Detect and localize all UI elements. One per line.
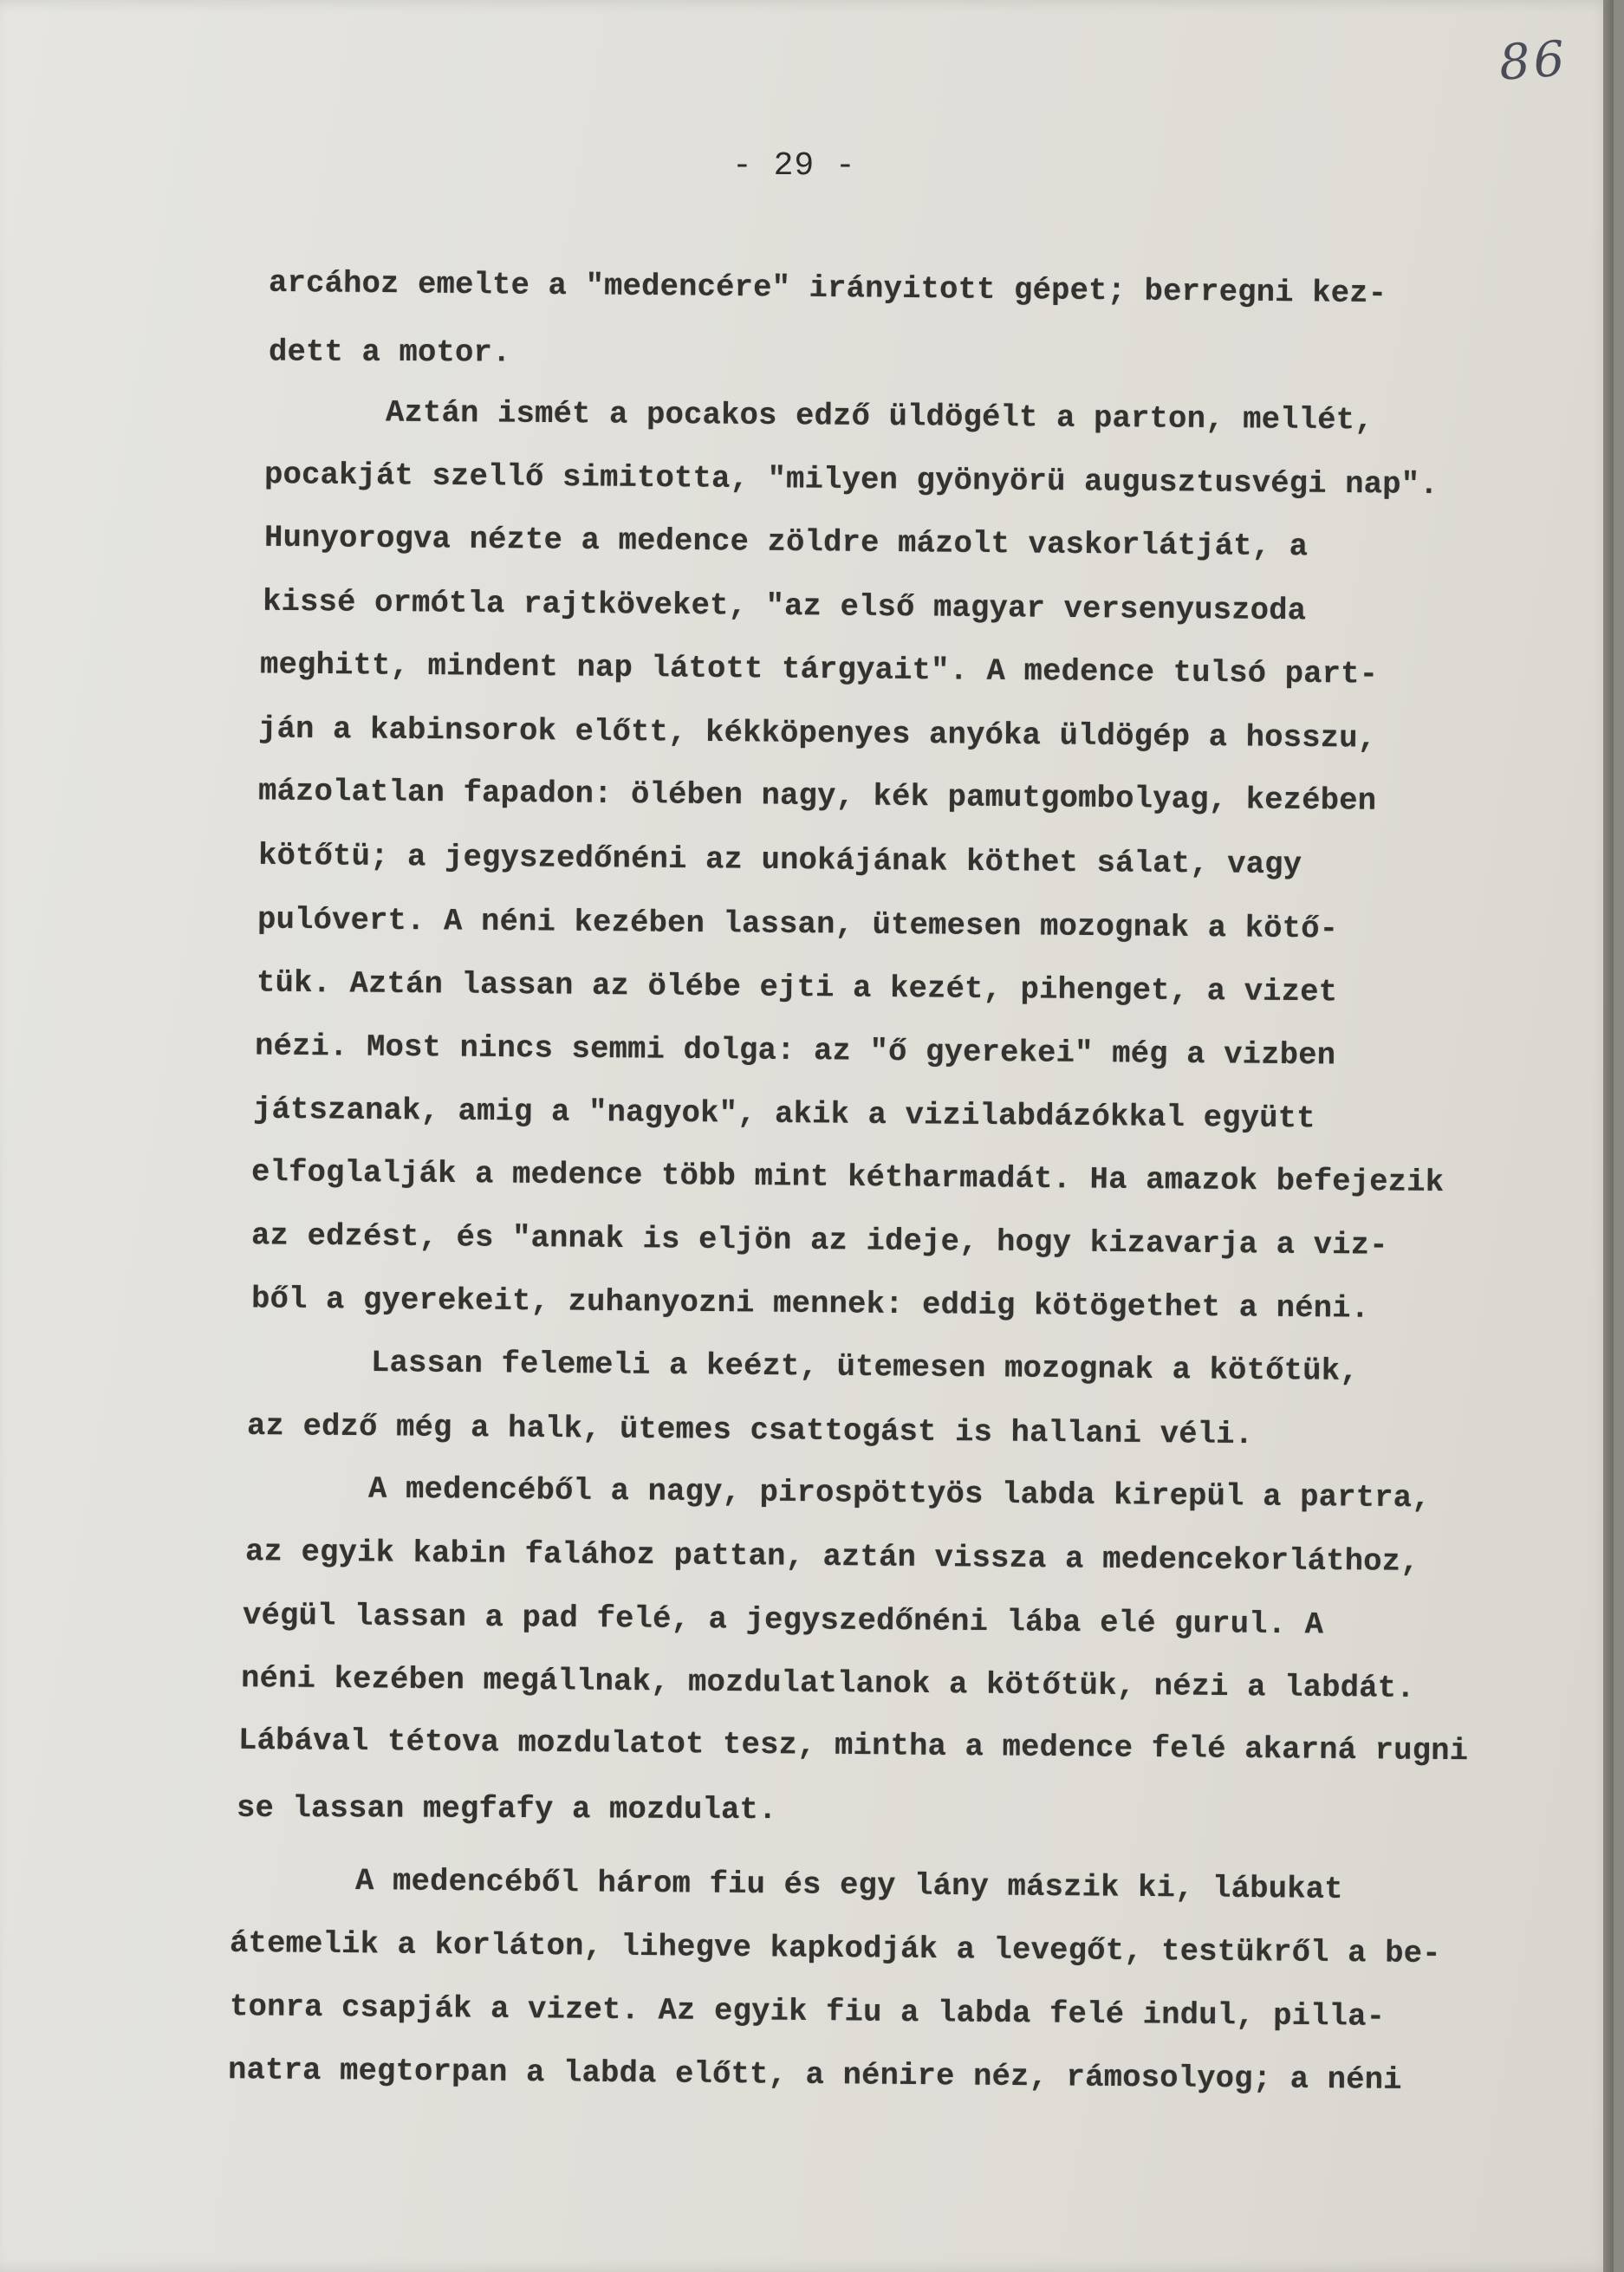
text-line: kötőtü; a jegyszedőnéni az unokájának köthet sálat, vagy <box>257 837 1302 883</box>
text-line: se lassan megfafy a mozdulat. <box>236 1789 777 1828</box>
text-line: ján a kabinsorok előtt, kékköpenyes anyóka üldögép a hosszu, <box>257 711 1377 756</box>
text-line: néni kezében megállnak, mozdulatlanok a kötőtük, nézi a labdát. <box>240 1660 1415 1706</box>
text-line: ből a gyerekeit, zuhanyozni mennek: eddig kötögethet a néni. <box>250 1281 1370 1327</box>
text-line: mázolatlan fapadon: ölében nagy, kék pamutgombolyag, kezében <box>257 773 1377 819</box>
text-line: kissé ormótla rajtköveket, "az első magyar versenyuszoda <box>262 583 1307 629</box>
text-line: Aztán ismét a pocakos edző üldögélt a parton, mellét, <box>385 394 1374 438</box>
page-number: - 29 - <box>732 147 856 185</box>
text-line: az edzést, és "annak is eljön az ideje, hogy kizavarja a viz- <box>250 1217 1388 1263</box>
text-line: játszanak, amig a "nagyok", akik a vizilabdázókkal együtt <box>252 1091 1315 1137</box>
text-line: pulóvert. A néni kezében lassan, ütemesen mozognak a kötő- <box>257 901 1339 947</box>
text-line: nézi. Most nincs semmi dolga: az "ő gyerekei" még a vizben <box>254 1028 1336 1074</box>
text-line: Lassan felemeli a keézt, ütemesen mozognak a kötőtük, <box>370 1345 1359 1389</box>
text-line: natra megtorpan a labda előtt, a nénire néz, rámosolyog; a néni <box>227 2052 1402 2098</box>
text-line: tük. Aztán lassan az ölébe ejti a kezét, pihenget, a vizet <box>256 964 1338 1010</box>
text-line: az edző még a halk, ütemes csattogást is hallani véli. <box>246 1407 1254 1453</box>
text-line: végül lassan a pad felé, a jegyszedőnéni lába elé gurul. A <box>242 1597 1324 1643</box>
page-edge <box>1603 0 1614 2272</box>
text-line: az egyik kabin falához pattan, aztán vissza a medencekorláthoz, <box>244 1534 1419 1580</box>
handwritten-page-annotation: 86 <box>1497 30 1570 92</box>
text-line: arcához emelte a "medencére" irányitott gépet; berregni kez- <box>268 264 1387 312</box>
text-line: pocakját szellő simitotta, "milyen gyönyörü augusztusvégi nap". <box>263 457 1439 503</box>
text-line: A medencéből három fiu és egy lány mászik ki, lábukat <box>354 1863 1343 1907</box>
text-line: A medencéből a nagy, pirospöttyös labda kirepül a partra, <box>367 1470 1431 1516</box>
text-line: Lábával tétova mozdulatot tesz, mintha a medence felé akarná rugni <box>237 1722 1469 1769</box>
text-line: elfoglalják a medence több mint kétharmadát. Ha amazok befejezik <box>250 1153 1445 1201</box>
text-line: meghitt, mindent nap látott tárgyait". A medence tulsó part- <box>259 646 1379 692</box>
text-line: tonra csapják a vizet. Az egyik fiu a labda felé indul, pilla- <box>229 1989 1386 2035</box>
text-line: átemelik a korláton, lihegve kapkodják a levegőt, testükről a be- <box>229 1925 1441 1972</box>
text-line: dett a motor. <box>268 334 511 371</box>
text-line: Hunyorogva nézte a medence zöldre mázolt vaskorlátját, a <box>263 519 1309 565</box>
